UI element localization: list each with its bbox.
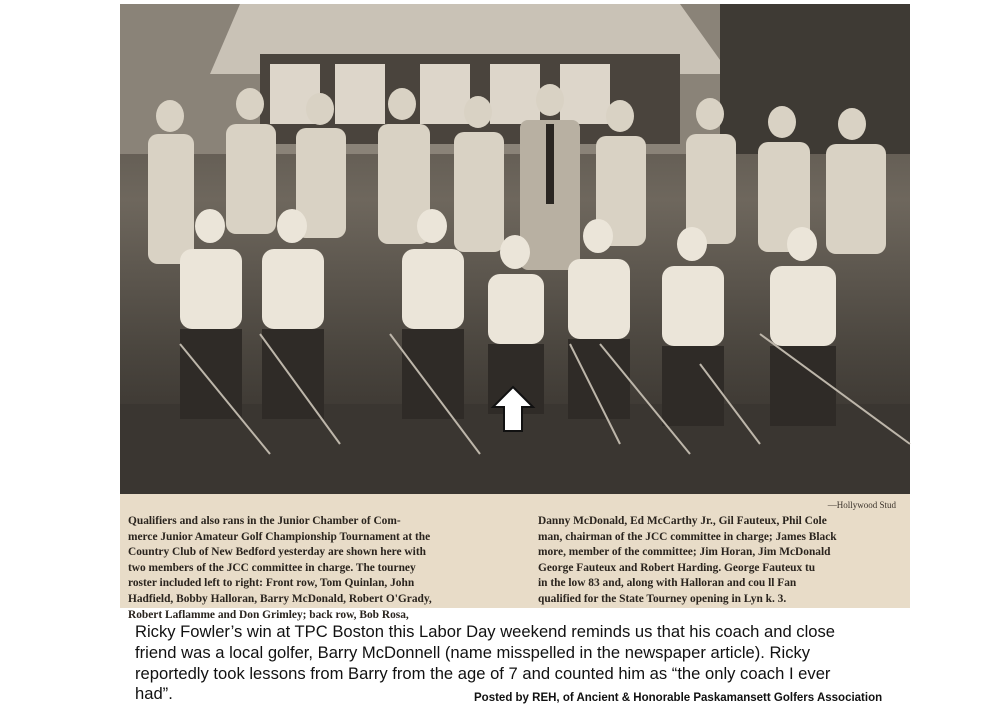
caption-line: roster included left to right: Front row, Tom Quinlan, John: [128, 577, 415, 590]
caption-line: Danny McDonald, Ed McCarthy Jr., Gil Fauteux, Phil Cole: [538, 515, 827, 527]
caption-line: Qualifiers and also rans in the Junior Chamber of Com-: [128, 515, 401, 527]
caption-line: George Fauteux and Robert Harding. George Fauteux tu: [538, 561, 816, 574]
caption-line: qualified for the State Tourney opening in Lyn k. 3.: [538, 592, 787, 605]
caption-line: two members of the JCC committee in charge. The tourney: [128, 561, 416, 574]
note-line: friend was a local golfer, Barry McDonnell (name misspelled in the newspaper article). Ricky: [135, 642, 811, 662]
caption-line: more, member of the committee; Jim Horan, Jim McDonald: [538, 546, 831, 559]
photo-credit: —Hollywood Stud: [827, 500, 896, 510]
caption-left-column: [128, 514, 506, 623]
posted-by-credit: Posted by REH, of Ancient & Honorable Paskamansett Golfers Association: [474, 692, 883, 704]
caption-line: in the low 83 and, along with Halloran and cou ll Fan: [538, 577, 797, 590]
newspaper-clipping: [120, 4, 910, 621]
note-line: Ricky Fowler’s win at TPC Boston this Labor Day weekend reminds us that his coach and close: [135, 622, 836, 641]
note-line: had”.: [135, 684, 173, 704]
caption-right-column: [538, 514, 910, 608]
caption-line: Robert Laflamme and Don Grimley; back row, Bob Rosa,: [128, 608, 409, 621]
caption-line: Country Club of New Bedford yesterday are shown here with: [128, 546, 426, 559]
team-photo: [120, 4, 910, 494]
note-line: reportedly took lessons from Barry from the age of 7 and counted him as “the only coach I ever: [135, 663, 831, 683]
up-arrow-icon: [491, 385, 535, 433]
caption-line: merce Junior Amateur Golf Championship Tournament at the: [128, 530, 431, 543]
caption-line: Hadfield, Bobby Halloran, Barry McDonald, Robert O'Grady,: [128, 592, 432, 605]
caption-line: man, chairman of the JCC committee in charge; James Black: [538, 530, 837, 543]
